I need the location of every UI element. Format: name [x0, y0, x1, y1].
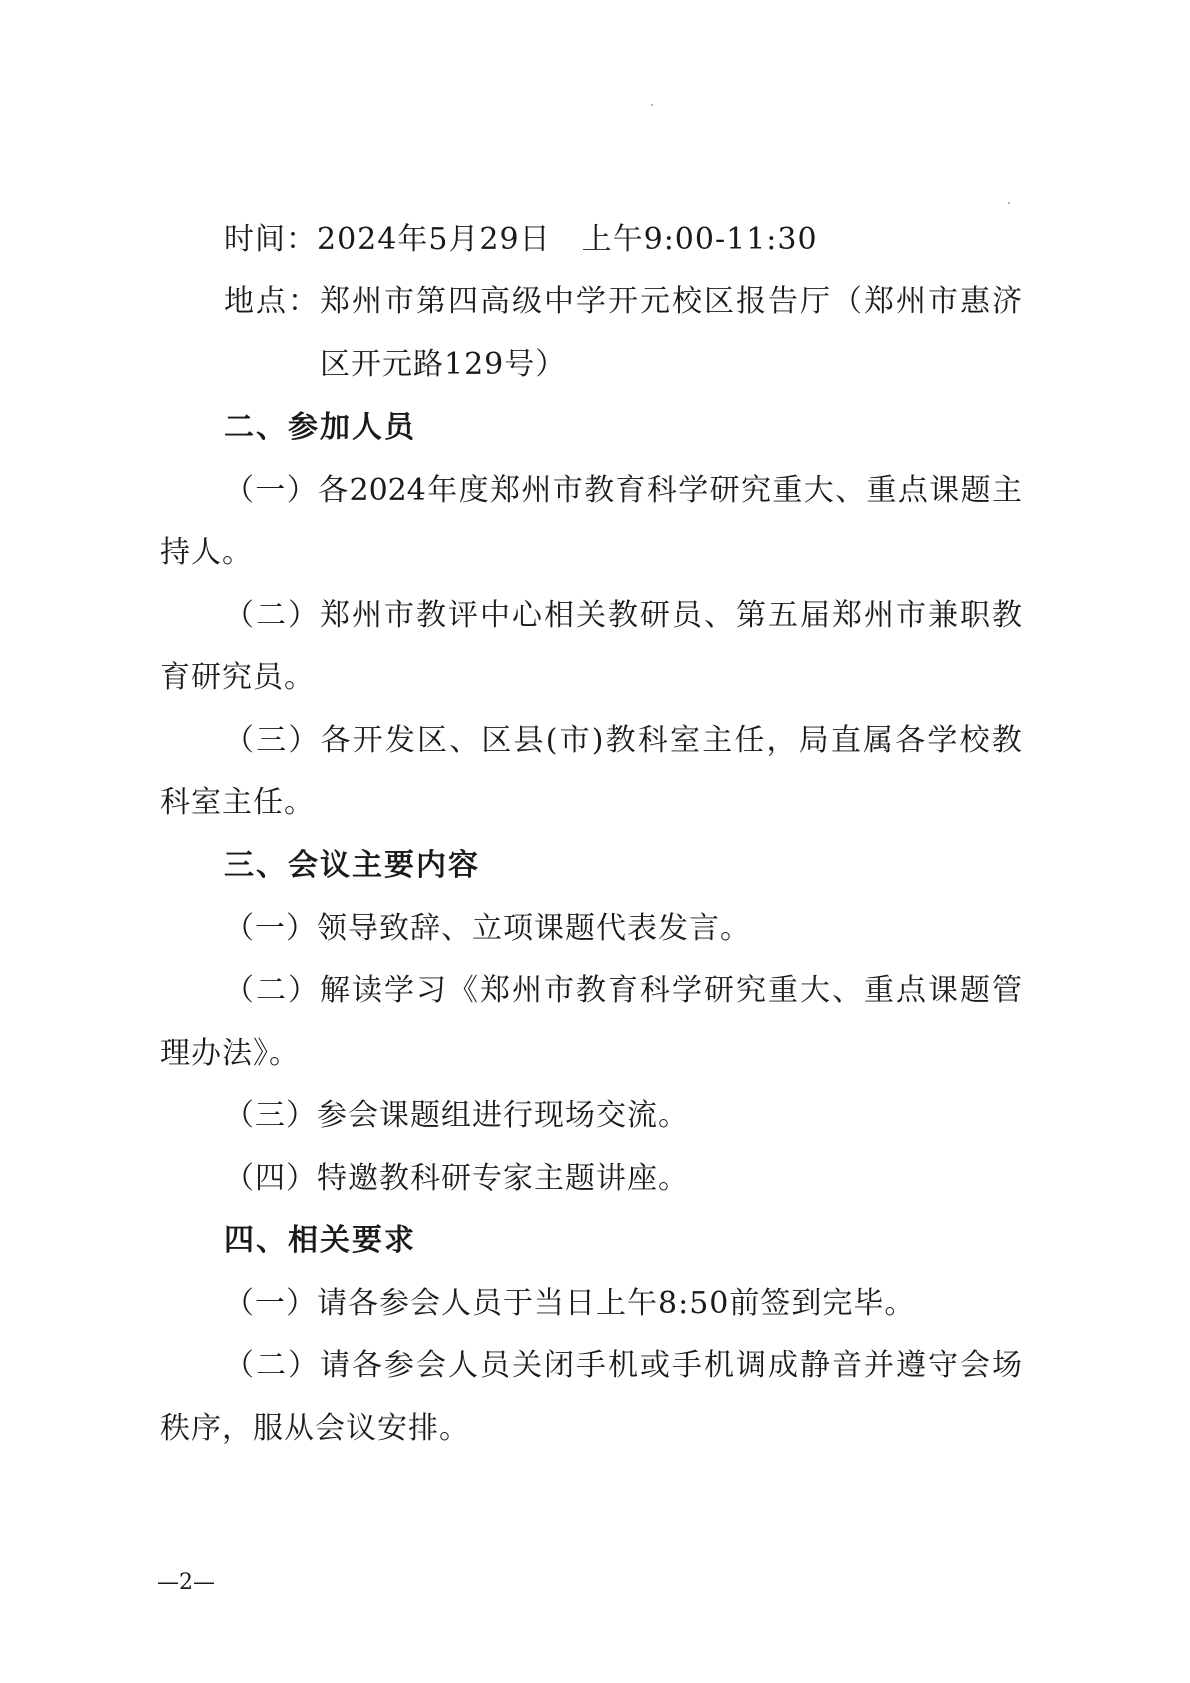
section-heading-requirements: 四、相关要求 — [224, 1223, 416, 1258]
participant-item-2-line-1: （ 二 ） 郑 州 市 教 评 中 心 相 关 教 研 员 、 第 五 届 郑 州 市 兼 职 教 — [224, 598, 1022, 633]
participant-item-3-line-2: 科室主任。 — [160, 785, 315, 820]
time-line: 时间：2024年5月29日 上午9:00-11:30 — [224, 222, 818, 257]
agenda-item-4: （四）特邀教科研专家主题讲座。 — [224, 1161, 689, 1196]
scan-speck — [651, 104, 653, 106]
requirement-item-1: （一）请各参会人员于当日上午8:50前签到完毕。 — [224, 1286, 916, 1321]
participant-item-2-line-2: 育研究员。 — [160, 660, 315, 695]
section-heading-agenda: 三、会议主要内容 — [224, 848, 480, 883]
participant-item-3-line-1: （ 三 ） 各 开 发 区 、 区 县 ( 市 ) 教 科 室 主 任 ， 局 直 属 各 学 校 教 — [224, 723, 1022, 758]
scan-speck — [1008, 202, 1010, 204]
page-number: —2— — [157, 1570, 215, 1595]
agenda-item-2-line-1: （ 二 ） 解 读 学 习 《 郑 州 市 教 育 科 学 研 究 重 大 、 重 点 课 题 管 — [224, 973, 1022, 1008]
agenda-item-3: （三）参会课题组进行现场交流。 — [224, 1098, 689, 1133]
agenda-item-1: （一）领导致辞、立项课题代表发言。 — [224, 911, 751, 946]
requirement-item-2-line-2: 秩序，服从会议安排。 — [160, 1411, 470, 1446]
participant-item-1-line-2: 持人。 — [160, 535, 253, 570]
participant-item-1-line-1: （ 一 ） 各 2024 年 度 郑 州 市 教 育 科 学 研 究 重 大 、 重 点 课 题 主 — [224, 473, 1022, 508]
requirement-item-2-line-1: （ 二 ） 请 各 参 会 人 员 关 闭 手 机 或 手 机 调 成 静 音 并 遵 守 会 场 — [224, 1348, 1022, 1383]
location-line-2: 区开元路129号） — [320, 347, 567, 382]
agenda-item-2-line-2: 理办法》。 — [160, 1036, 300, 1071]
section-heading-participants: 二、参加人员 — [224, 410, 416, 445]
location-line-1: 地 点 ： 郑 州 市 第 四 高 级 中 学 开 元 校 区 报 告 厅 （ 郑 州 市 惠 济 — [224, 284, 1022, 319]
